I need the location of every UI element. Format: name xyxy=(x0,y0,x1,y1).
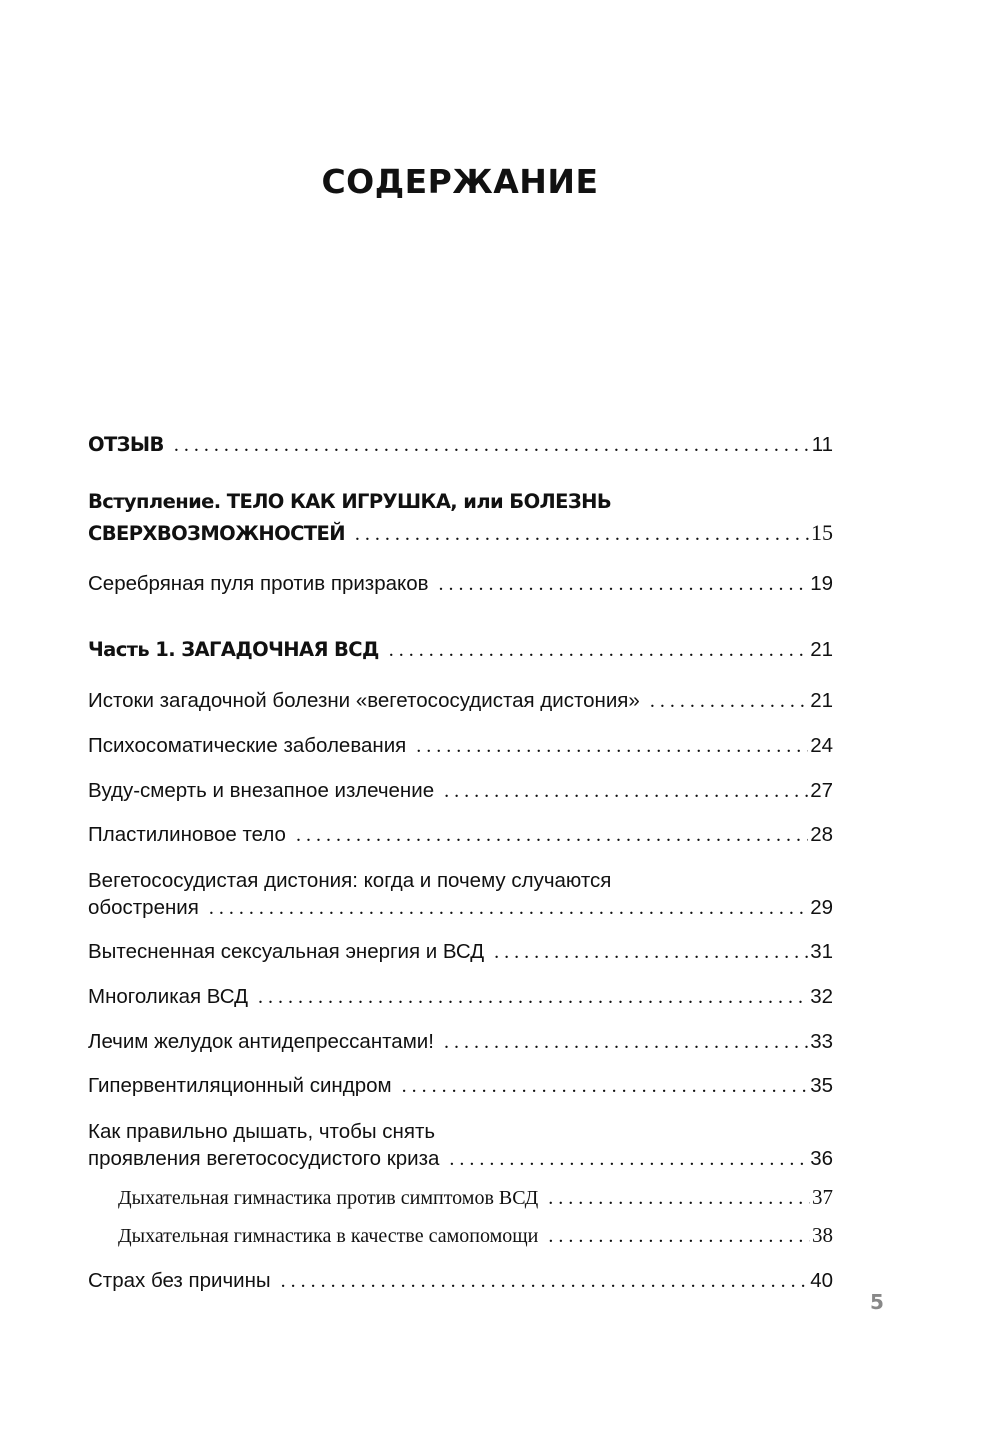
toc-entry-title-line-1: Вступление. ТЕЛО КАК ИГРУШКА, или БОЛЕЗНЬ xyxy=(88,490,612,513)
toc-entry-hyperventilation[interactable] xyxy=(88,1072,833,1100)
toc-entry-fear[interactable] xyxy=(88,1267,833,1295)
toc-page-number: 29 xyxy=(810,896,833,919)
toc-entry-title-line-2: проявления вегетососудистого криза xyxy=(88,1147,440,1170)
toc-entry-title: ОТЗЫВ xyxy=(88,433,164,456)
dot-leader xyxy=(444,1029,808,1056)
toc-entry-exacerbations[interactable] xyxy=(88,867,833,922)
toc-entry-breathing-gymnastics-selfhelp[interactable] xyxy=(118,1222,833,1250)
toc-entry-part-1[interactable] xyxy=(88,636,833,664)
dot-leader xyxy=(444,778,808,805)
toc-entry-stomach[interactable] xyxy=(88,1028,833,1056)
toc-entry-voodoo-death[interactable] xyxy=(88,777,833,805)
toc-page-number: 21 xyxy=(810,689,833,712)
toc-entry-title: Пластилиновое тело xyxy=(88,823,286,846)
toc-entry-plasticine-body[interactable] xyxy=(88,821,833,849)
dot-leader xyxy=(296,822,808,849)
dot-leader xyxy=(548,1223,810,1250)
page-title: СОДЕРЖАНИЕ xyxy=(321,162,599,201)
toc-entry-breathing-gymnastics-symptoms[interactable] xyxy=(118,1184,833,1212)
toc-entry-sexual-energy[interactable] xyxy=(88,938,833,966)
toc-page-number: 28 xyxy=(810,823,833,846)
toc-entry-breathing[interactable] xyxy=(88,1118,833,1173)
toc-entry-review[interactable] xyxy=(88,431,833,459)
toc-entry-title: Часть 1. ЗАГАДОЧНАЯ ВСД xyxy=(88,638,379,661)
toc-page-number: 33 xyxy=(810,1030,833,1053)
toc-entry-psychosomatic[interactable] xyxy=(88,732,833,760)
dot-leader xyxy=(402,1073,809,1100)
toc-page-number: 24 xyxy=(810,734,833,757)
toc-page-number: 37 xyxy=(812,1185,833,1209)
page-number: 5 xyxy=(870,1290,884,1314)
toc-page-number: 21 xyxy=(810,638,833,661)
dot-leader xyxy=(439,571,809,598)
toc-entry-title-line-1: Вегетососудистая дистония: когда и почему случаются xyxy=(88,869,612,892)
toc-entry-title-line-2: обострения xyxy=(88,896,199,919)
dot-leader xyxy=(548,1185,810,1212)
dot-leader xyxy=(494,939,808,966)
toc-page-number: 27 xyxy=(810,779,833,802)
toc-entry-title: Страх без причины xyxy=(88,1269,271,1292)
toc-entry-title: Дыхательная гимнастика в качестве самопомощи xyxy=(118,1225,539,1247)
toc-entry-title: Лечим желудок антидепрессантами! xyxy=(88,1030,434,1053)
toc-page-number: 31 xyxy=(810,940,833,963)
dot-leader xyxy=(209,895,808,922)
toc-page-number: 15 xyxy=(811,520,833,545)
dot-leader xyxy=(281,1268,809,1295)
toc-page-number: 38 xyxy=(812,1223,833,1247)
toc-page-number: 11 xyxy=(811,433,833,456)
toc-entry-introduction[interactable] xyxy=(88,488,833,548)
dot-leader xyxy=(389,637,808,664)
toc-entry-title: Вытесненная сексуальная энергия и ВСД xyxy=(88,940,485,963)
dot-leader xyxy=(174,432,810,459)
dot-leader xyxy=(258,984,808,1011)
toc-entry-title: Многоликая ВСД xyxy=(88,985,249,1008)
toc-page-number: 35 xyxy=(810,1074,833,1097)
toc-entry-title: Дыхательная гимнастика против симптомов ВСД xyxy=(118,1187,539,1209)
toc-page-number: 19 xyxy=(810,572,833,595)
toc-entry-title: Гипервентиляционный синдром xyxy=(88,1074,392,1097)
toc-entry-silver-bullet[interactable] xyxy=(88,570,833,598)
toc-entry-origins[interactable] xyxy=(88,687,833,715)
toc-entry-title-line-1: Как правильно дышать, чтобы снять xyxy=(88,1120,436,1143)
toc-entry-title: Психосоматические заболевания xyxy=(88,734,407,757)
toc-entry-title-line-2: СВЕРХВОЗМОЖНОСТЕЙ xyxy=(88,522,345,545)
toc-entry-title: Истоки загадочной болезни «вегетососудистая дистония» xyxy=(88,689,640,712)
dot-leader xyxy=(416,733,808,760)
dot-leader xyxy=(650,688,808,715)
toc-entry-many-faced[interactable] xyxy=(88,983,833,1011)
toc-entry-title: Вуду-смерть и внезапное излечение xyxy=(88,779,435,802)
dot-leader xyxy=(449,1146,808,1173)
dot-leader xyxy=(355,521,809,548)
toc-page-number: 40 xyxy=(810,1269,833,1292)
toc-page-number: 32 xyxy=(810,985,833,1008)
toc-page-number: 36 xyxy=(810,1147,833,1170)
toc-entry-title: Серебряная пуля против призраков xyxy=(88,572,429,595)
